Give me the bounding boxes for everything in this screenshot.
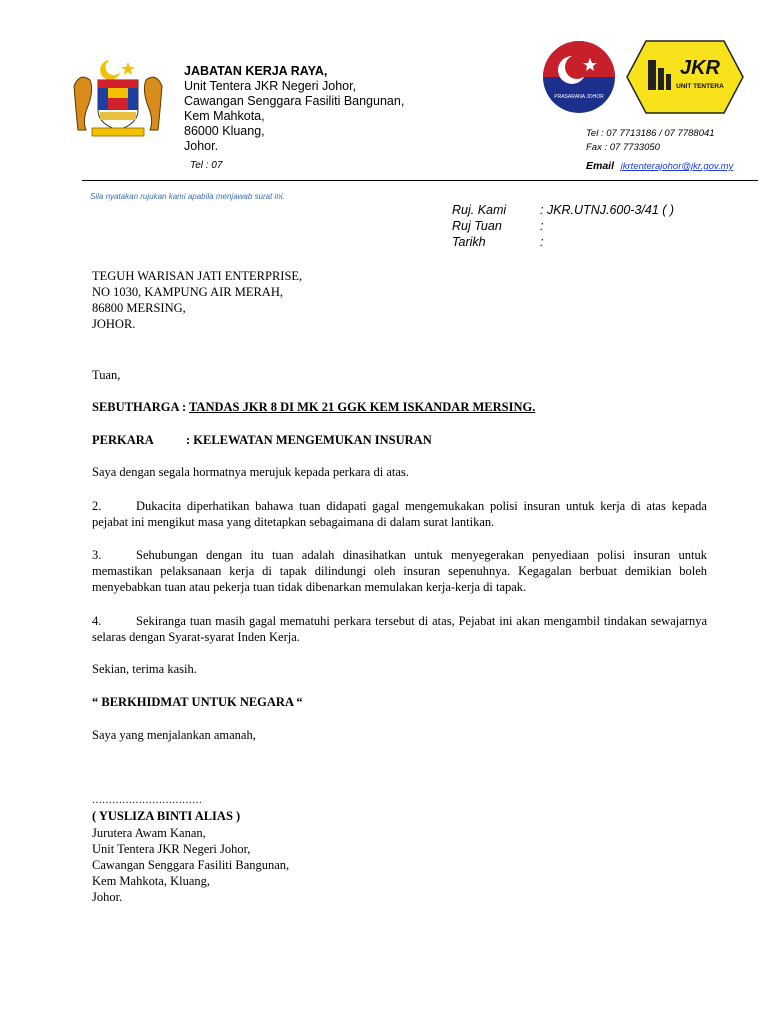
paragraph-text: Dukacita diperhatikan bahawa tuan didapati gagal mengemukakan polisi insuran untuk kerja di atas kepada pejabat ini mengikut masa yang ditetapkan sebagaimana di dalam surat lantikan. <box>92 499 707 529</box>
signer-line: Jurutera Awam Kanan, <box>92 826 206 840</box>
reference-note: Sila nyatakan rujukan kami apabila menjawab surat ini. <box>90 192 285 201</box>
salutation: Tuan, <box>92 368 121 382</box>
paragraph-number: 4. <box>92 614 102 628</box>
email-label: Email <box>586 160 615 172</box>
paragraph-2 <box>92 498 707 530</box>
jkr-logo-text: JKR <box>679 57 721 79</box>
ref-value-ours: : JKR.UTNJ.600-3/41 ( ) <box>540 203 675 217</box>
ref-value-yours: : <box>540 219 544 233</box>
recipient-line: JOHOR. <box>92 317 136 331</box>
address-line: Unit Tentera JKR Negeri Johor, <box>184 79 357 93</box>
signer-line: Cawangan Senggara Fasiliti Bangunan, <box>92 858 290 872</box>
signer-details <box>92 825 289 905</box>
department-tel: Tel : 07 <box>190 160 223 171</box>
paragraph-number: 3. <box>92 548 102 562</box>
matter-title: : KELEWATAN MENGEMUKAN INSURAN <box>186 433 432 447</box>
address-line: Cawangan Senggara Fasiliti Bangunan, <box>184 94 405 108</box>
paragraph-3 <box>92 547 707 595</box>
ref-label-yours: Ruj Tuan <box>452 219 502 233</box>
signature-line: …………………………… <box>92 795 202 806</box>
recipient-line: TEGUH WARISAN JATI ENTERPRISE, <box>92 269 303 283</box>
quotation-subject <box>92 399 535 415</box>
recipient-address <box>92 268 302 332</box>
paragraph-number: 2. <box>92 499 102 513</box>
paragraph-text: Sehubungan dengan itu tuan adalah dinasihatkan untuk menyegerakan penyediaan polisi insuran untuk memastikan pelaksanaan kerja di tapak dilindungi oleh insuran sepenuhnya. Kegagalan berbuat demikian boleh menyebabkan tuan atau pekerja tuan tidak dibenarkan memulakan kerja-kerja di tapak. <box>92 548 707 594</box>
jkr-logo-icon <box>626 40 744 114</box>
recipient-line: 86800 MERSING, <box>92 301 186 315</box>
quotation-title: TANDAS JKR 8 DI MK 21 GGK KEM ISKANDAR MERSING. <box>189 400 536 414</box>
circle-logo-text: PRASARANA JOHOR <box>554 94 604 100</box>
prasarana-logo-icon <box>542 40 616 114</box>
contact-tel: Tel : 07 7713186 / 07 7788041 <box>586 128 715 139</box>
contact-email <box>586 160 733 172</box>
signer-line: Johor. <box>92 890 123 904</box>
closing-thanks: Sekian, terima kasih. <box>92 662 197 676</box>
coat-of-arms-icon <box>70 56 166 140</box>
matter-label: PERKARA <box>92 433 154 447</box>
ref-value-date: : <box>540 235 544 249</box>
closing-trust: Saya yang menjalankan amanah, <box>92 728 256 742</box>
department-name: JABATAN KERJA RAYA, <box>184 64 328 78</box>
header-divider <box>82 180 758 181</box>
address-line: Johor. <box>184 139 219 153</box>
motto: “ BERKHIDMAT UNTUK NEGARA “ <box>92 695 303 709</box>
signer-line: Kem Mahkota, Kluang, <box>92 874 211 888</box>
jkr-logo-subtext: UNIT TENTERA <box>676 83 724 90</box>
ref-label-ours: Ruj. Kami <box>452 203 507 217</box>
matter-subject <box>92 432 432 448</box>
ref-label-date: Tarikh <box>452 235 486 249</box>
quotation-label: SEBUTHARGA : <box>92 400 190 414</box>
recipient-line: NO 1030, KAMPUNG AIR MERAH, <box>92 285 283 299</box>
signer-line: Unit Tentera JKR Negeri Johor, <box>92 842 251 856</box>
contact-fax: Fax : 07 7733050 <box>586 142 660 153</box>
intro-paragraph: Saya dengan segala hormatnya merujuk kepada perkara di atas. <box>92 465 409 479</box>
paragraph-text: Sekiranga tuan masih gagal mematuhi perkara tersebut di atas, Pejabat ini akan mengambil tindakan sewajarnya selaras dengan Syarat-syarat Inden Kerja. <box>92 614 707 644</box>
address-line: 86000 Kluang, <box>184 124 265 138</box>
signer-name: ( YUSLIZA BINTI ALIAS ) <box>92 809 241 823</box>
paragraph-4 <box>92 613 707 645</box>
email-link[interactable]: jkrtenterajohor@jkr.gov.my <box>620 161 734 172</box>
address-line: Kem Mahkota, <box>184 109 265 123</box>
department-address <box>184 64 404 154</box>
